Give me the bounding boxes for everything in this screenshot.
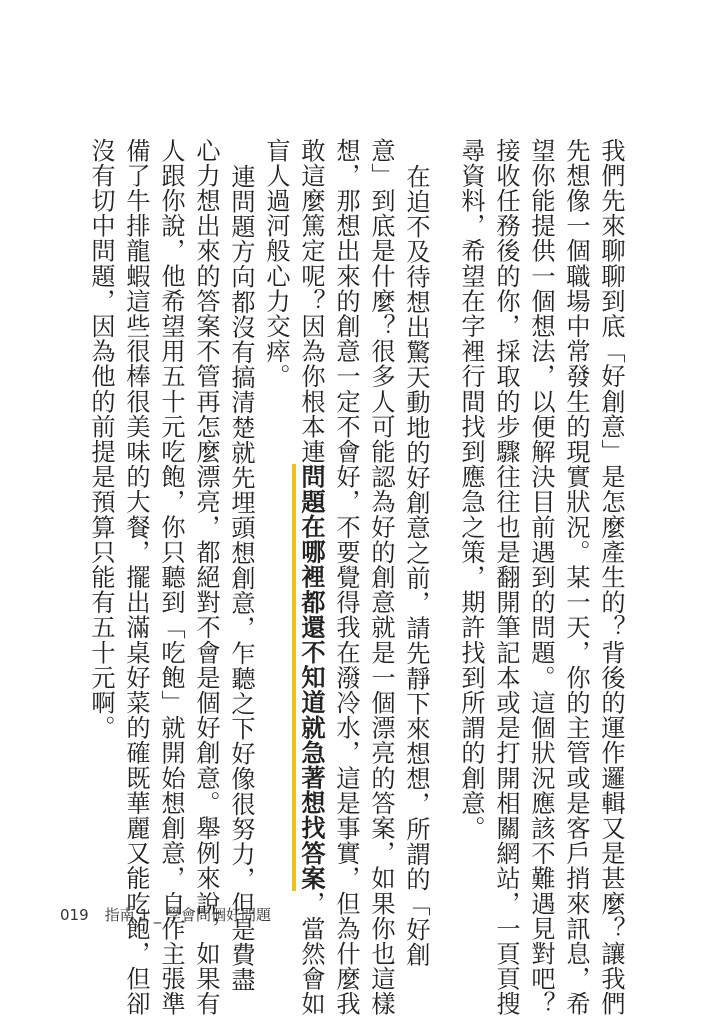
text-column-4: 接收任務後的你，採取的步驟往往也是翻開筆記本或是打開相關網站，一頁頁搜	[492, 138, 520, 1017]
highlighted-phrase: 問題在哪裡都還不知道就急著想找答案	[292, 464, 325, 891]
text-column-8: 想，那想出來的創意一定不會好，不要覺得我在潑冷水，這是事實，但為什麼我	[332, 138, 360, 1017]
chapter-title: 指南 1 _ 學會問個好問題	[104, 906, 271, 924]
text-column-9	[296, 138, 326, 1017]
text-column-12: 心力想出來的答案不管再怎麼漂亮，都絕對不會是個好創意。舉例來說，如果有	[192, 138, 220, 1017]
text-column-6: 在迫不及待想出驚天動地的好創意之前，請先靜下來想想，所謂的「好創	[402, 164, 430, 968]
text-column-14: 備了牛排龍蝦這些很棒很美味的大餐，擺出滿桌好菜的確既華麗又能吃飽，但卻	[122, 138, 150, 1017]
column-9-end: ，當然會如	[297, 891, 325, 1017]
text-column-10: 盲人過河般心力交瘁。	[262, 138, 290, 389]
column-9-start: 敢這麼篤定呢？因為你根本連	[297, 138, 325, 465]
text-column-11: 連問題方向都沒有搞清楚就先埋頭想創意，乍聽之下好像很努力，但是費盡	[227, 164, 255, 993]
text-column-13: 人跟你說，他希望用五十元吃飽，你只聽到「吃飽」就開始想創意，自作主張準	[157, 138, 185, 1017]
page-number: 019	[60, 905, 89, 924]
text-column-2: 先想像一個職場中常發生的現實狀況。某一天，你的主管或是客戶捎來訊息，希	[562, 138, 590, 1017]
page-footer	[60, 904, 271, 925]
text-column-5: 尋資料，希望在字裡行間找到應急之策，期許找到所謂的創意。	[457, 138, 485, 841]
text-column-7: 意」到底是什麼？很多人可能認為好的創意就是一個漂亮的答案，如果你也這樣	[367, 138, 395, 1017]
text-column-15: 沒有切中問題，因為他的前提是預算只能有五十元啊。	[87, 138, 115, 741]
text-column-1: 我們先來聊聊到底「好創意」是怎麼產生的？背後的運作邏輯又是甚麼？讓我們	[597, 138, 625, 1017]
text-column-3: 望你能提供一個想法，以便解決目前遇到的問題。這個狀況應該不難遇見對吧？	[527, 138, 555, 1017]
